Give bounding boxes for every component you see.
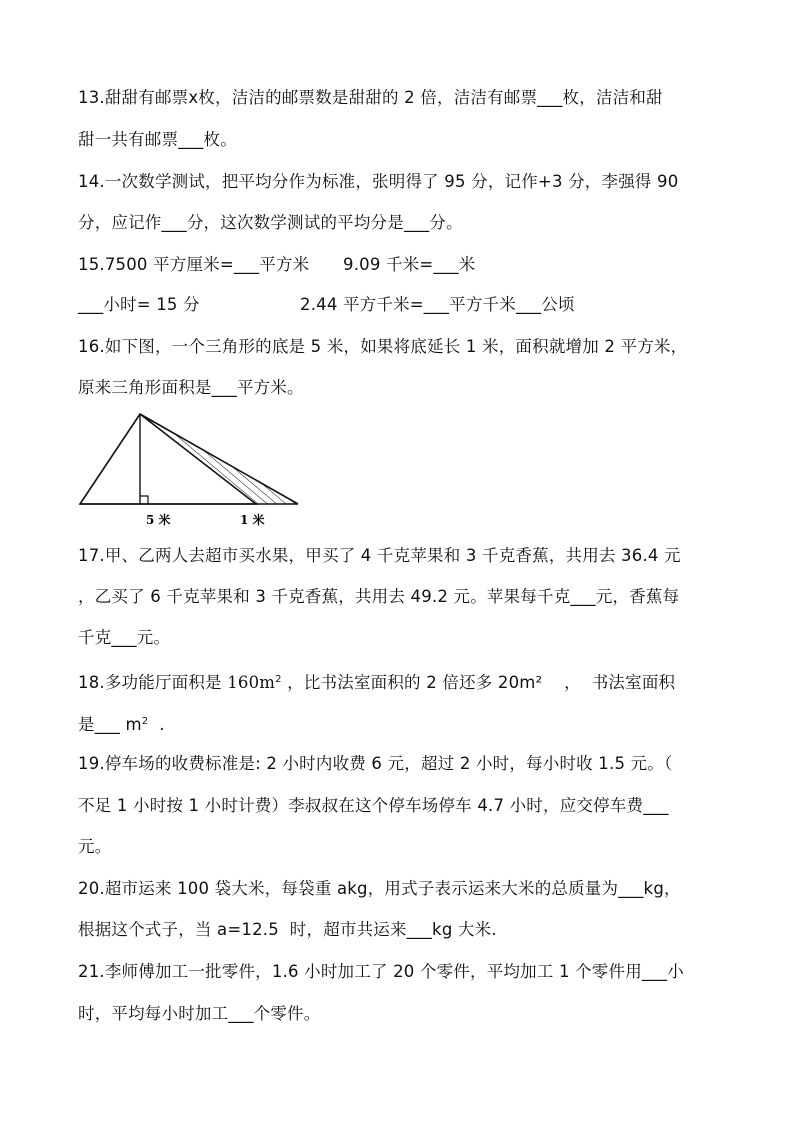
question-14-line-2: 分，应记作___分，这次数学测试的平均分是___分。	[78, 213, 463, 232]
question-15-line-1a: 15.7500 平方厘米=___平方米	[78, 255, 310, 274]
question-19-line-2: 不足 1 小时按 1 小时计费）李叔叔在这个停车场停车 4.7 小时，应交停车费___	[78, 796, 669, 815]
question-17-line-1: 17.甲、乙两人去超市买水果，甲买了 4 千克苹果和 3 千克香蕉，共用去 36.4 元	[78, 546, 681, 565]
triangle-figure	[78, 408, 308, 530]
label-base-5m: 5 米	[146, 513, 171, 527]
question-18-line-2: 是___ $m^2$ .	[78, 715, 165, 734]
question-14-line-1: 14.一次数学测试，把平均分作为标准，张明得了 95 分，记作+3 分，李强得 90	[78, 172, 679, 191]
question-15-line-2b: 2.44 平方千米=___平方千米___公顷	[300, 295, 575, 314]
right-angle-mark	[140, 496, 148, 504]
question-15-line-1b: 9.09 千米=___米	[343, 255, 476, 274]
question-17-line-2: ，乙买了 6 千克苹果和 3 千克香蕉，共用去 49.2 元。苹果每千克___元，香蕉每	[78, 587, 680, 606]
question-19-line-3: 元。	[78, 837, 112, 856]
question-21-line-1: 21.李师傅加工一批零件，1.6 小时加工了 20 个零件，平均加工 1 个零件用___小	[78, 962, 684, 981]
question-13-line-1: 13.甜甜有邮票x枚，洁洁的邮票数是甜甜的 2 倍，洁洁有邮票___枚，洁洁和甜	[78, 88, 663, 107]
question-15-line-2a: ___小时= 15 分	[78, 295, 200, 314]
question-13-line-2: 甜一共有邮票___枚。	[78, 130, 237, 149]
question-18-line-1: 18.多功能厅面积是 $160m^2$ ，比书法室面积的 2 倍还多 20m² ， 书法室面积	[78, 673, 676, 692]
question-20-line-2: 根据这个式子，当 a=12.5 时，超市共运来___kg 大米.	[78, 920, 497, 939]
question-19-line-1: 19.停车场的收费标准是: 2 小时内收费 6 元，超过 2 小时，每小时收 1.5 元。（	[78, 754, 673, 773]
question-20-line-1: 20.超市运来 100 袋大米，每袋重 akg，用式子表示运来大米的总质量为___kg，	[78, 879, 681, 898]
question-21-line-2: 时，平均每小时加工___个零件。	[78, 1004, 321, 1023]
label-extension-1m: 1 米	[240, 513, 265, 527]
question-16-line-1: 16.如下图，一个三角形的底是 5 米，如果将底延长 1 米，面积就增加 2 平方米，	[78, 337, 688, 356]
original-triangle	[80, 414, 256, 504]
extended-side	[140, 414, 298, 504]
triangle-diagram	[78, 408, 308, 530]
question-17-line-3: 千克___元。	[78, 628, 171, 647]
question-16-line-2: 原来三角形面积是___平方米。	[78, 378, 304, 397]
